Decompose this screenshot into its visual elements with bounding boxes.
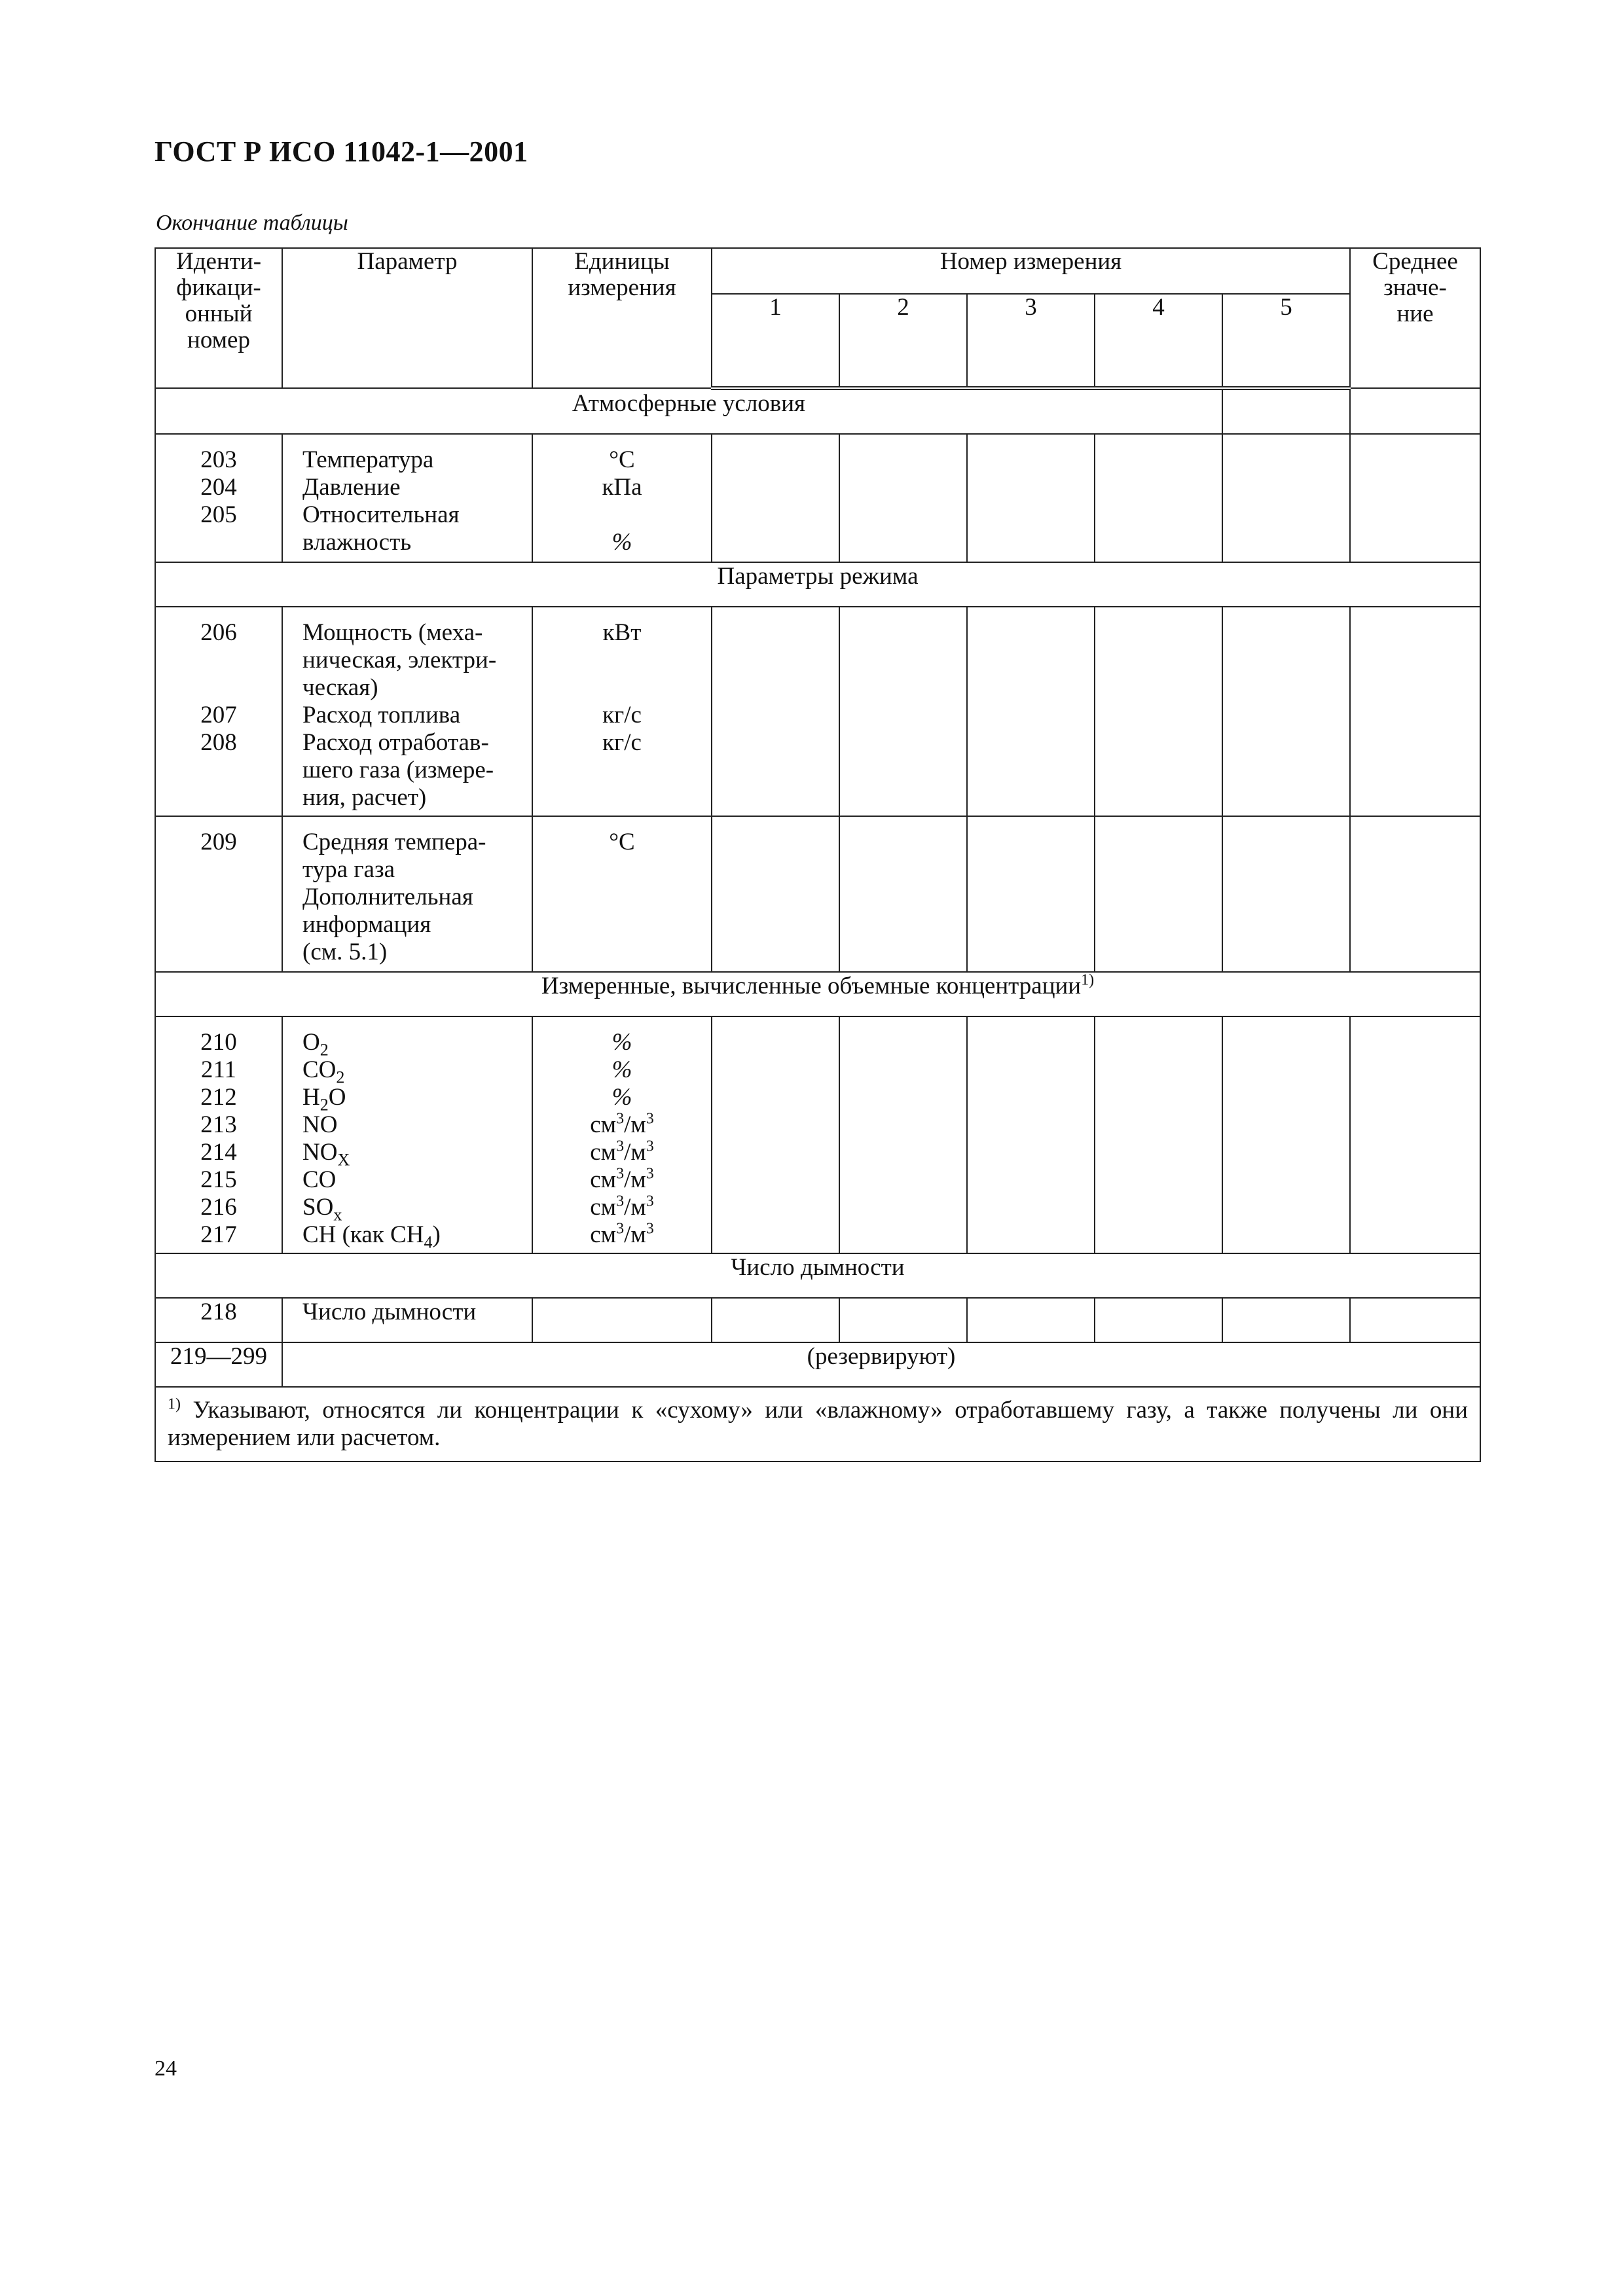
section-title: Число дымности (155, 1253, 1480, 1298)
value-cell[interactable] (1222, 607, 1350, 816)
formula: $O_2$ (302, 1029, 329, 1060)
header-id: Иденти- фикаци- онный номер (155, 248, 282, 388)
row-param: Число дымности (282, 1298, 532, 1342)
row-id: 219—299 (155, 1342, 282, 1387)
unit: $см^3/м^3$ (590, 1110, 654, 1138)
value-cell[interactable] (712, 434, 839, 562)
value-cell[interactable] (1095, 816, 1222, 972)
formula: NO (302, 1111, 338, 1138)
table-row (155, 607, 1480, 816)
mean-cell[interactable] (1350, 434, 1480, 562)
formula: $SO_x$ (302, 1194, 342, 1225)
measurement-table (155, 247, 1481, 1462)
mean-cell[interactable] (1350, 607, 1480, 816)
row-params: Средняя темпера- тура газа Дополнительная информация (см. 5.1) (282, 816, 532, 972)
footnote-row (155, 1387, 1480, 1462)
footnote-ref: 1) (1081, 971, 1095, 989)
header-mean: Среднее значе- ние (1350, 248, 1480, 388)
value-cell[interactable] (967, 816, 1095, 972)
value-cell[interactable] (1222, 434, 1350, 562)
mean-cell[interactable] (1350, 1298, 1480, 1342)
row-unit: °С (532, 816, 712, 972)
header-parameter: Параметр (282, 248, 532, 388)
value-cell[interactable] (839, 1016, 967, 1253)
value-cell[interactable] (967, 607, 1095, 816)
header-measurement-1: 1 (712, 294, 839, 388)
unit: $см^3/м^3$ (590, 1165, 654, 1193)
section-title: Атмосферные условия (155, 388, 1222, 434)
value-cell[interactable] (1222, 1298, 1350, 1342)
value-cell[interactable] (1095, 1016, 1222, 1253)
section-concentrations (155, 972, 1480, 1016)
row-params: Температура Давление Относительная влажность (282, 434, 532, 562)
header-units: Единицы измерения (532, 248, 712, 388)
value-cell[interactable] (712, 1298, 839, 1342)
section-title: Измеренные, вычисленные объемные концентрации$^{1)}$ (155, 972, 1480, 1016)
value-cell[interactable] (712, 816, 839, 972)
footnote-text: Указывают, относятся ли концентрации к «сухому» или «влажному» отработавшему газу, а также получены ли они измерением или расчетом. (168, 1397, 1468, 1451)
formula: $CO_2$ (302, 1056, 345, 1087)
section-smoke (155, 1253, 1480, 1298)
row-id: 209 (155, 816, 282, 972)
row-units: °С кПа % (532, 434, 712, 562)
unit: $см^3/м^3$ (590, 1193, 654, 1221)
unit: $см^3/м^3$ (590, 1220, 654, 1248)
header-measurement-number: Номер измерения (712, 248, 1350, 294)
value-cell[interactable] (1222, 1016, 1350, 1253)
value-cell[interactable] (967, 1298, 1095, 1342)
formula: $NO_X$ (302, 1139, 350, 1170)
row-units: кВт кг/с кг/с (532, 607, 712, 816)
header-measurement-4: 4 (1095, 294, 1222, 388)
value-cell[interactable] (839, 1298, 967, 1342)
value-cell[interactable] (839, 434, 967, 562)
table-caption: Окончание таблицы (156, 211, 348, 235)
table-row-reserved (155, 1342, 1480, 1387)
row-ids: 203 204 205 (155, 434, 282, 562)
document-title: ГОСТ Р ИСО 11042-1—2001 (155, 135, 528, 168)
section-mode (155, 562, 1480, 607)
header-measurement-5: 5 (1222, 294, 1350, 388)
value-cell[interactable] (1095, 1298, 1222, 1342)
formula: $H_2O$ (302, 1084, 346, 1115)
section-title: Параметры режима (155, 562, 1480, 607)
row-ids: 210 211 212 213 214 215 216 217 (155, 1016, 282, 1253)
value-cell[interactable] (1095, 434, 1222, 562)
value-cell[interactable] (1222, 816, 1350, 972)
mean-cell[interactable] (1350, 1016, 1480, 1253)
table-row (155, 1016, 1480, 1253)
header-measurement-2: 2 (839, 294, 967, 388)
row-ids: 206 207 208 (155, 607, 282, 816)
value-cell[interactable] (839, 816, 967, 972)
row-id: 218 (155, 1298, 282, 1342)
unit: $см^3/м^3$ (590, 1138, 654, 1166)
row-params (282, 1016, 532, 1253)
page-number: 24 (155, 2056, 177, 2081)
footnote-mark: 1) (168, 1395, 181, 1413)
value-cell[interactable] (712, 1016, 839, 1253)
formula: CO (302, 1166, 337, 1193)
value-cell[interactable] (967, 1016, 1095, 1253)
row-params: Мощность (меха- ническая, электри- ческая) Расход топлива Расход отработав- шего газа (измере- ния, расчет) (282, 607, 532, 816)
table-row (155, 816, 1480, 972)
mean-cell[interactable] (1350, 816, 1480, 972)
reserved-text: (резервируют) (282, 1342, 1480, 1387)
row-units: % % % $см^3/м^3$ $см^3/м^3$ $см^3/м^3$ $см^3/м^3$ $см^3/м^3$ (532, 1016, 712, 1253)
value-cell[interactable] (839, 607, 967, 816)
header-row (155, 248, 1480, 294)
section-atmospheric (155, 388, 1480, 434)
footnote (155, 1387, 1480, 1462)
table-row (155, 434, 1480, 562)
value-cell[interactable] (967, 434, 1095, 562)
header-measurement-3: 3 (967, 294, 1095, 388)
value-cell[interactable] (712, 607, 839, 816)
formula: CH (как $CH_4$) (302, 1221, 441, 1252)
table-row (155, 1298, 1480, 1342)
value-cell[interactable] (1095, 607, 1222, 816)
